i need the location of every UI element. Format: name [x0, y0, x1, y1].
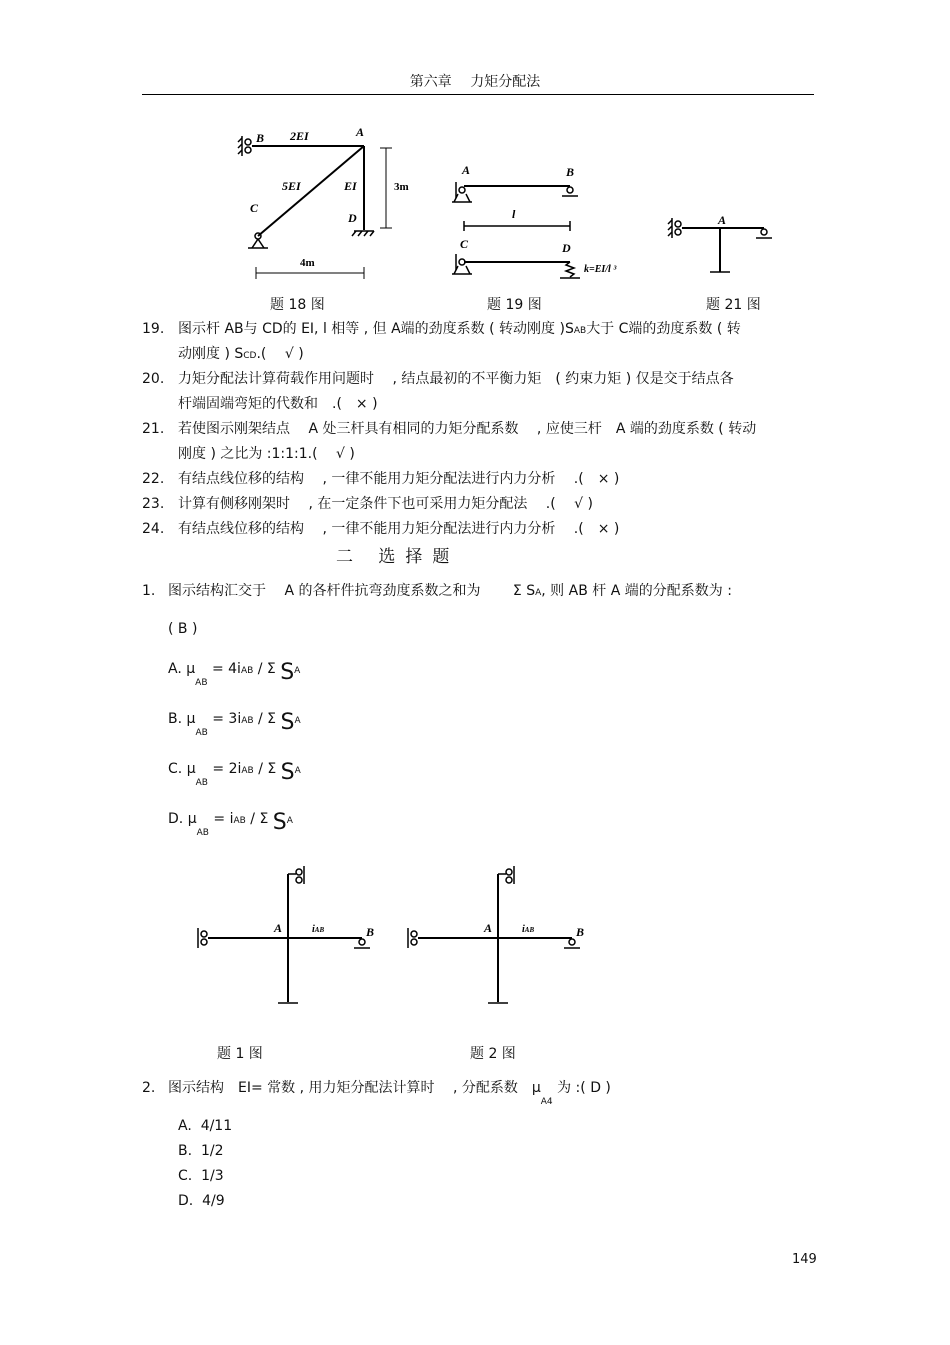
figure-21: [660, 210, 780, 278]
question-number: 20.: [142, 371, 165, 387]
page-number: 149: [792, 1252, 817, 1267]
svg-text:A: A: [356, 125, 365, 139]
question-22: 有结点线位移的结构 , 一律不能用力矩分配法进行内力分析 .( × ): [178, 471, 620, 487]
caption-choice-fig2: 题 2 图: [470, 1046, 516, 1062]
svg-text:D: D: [348, 211, 357, 225]
choice-1-option-d: D. $\mu_{AB}$ = iAB / Σ SA: [168, 810, 293, 838]
question-21-line2: 刚度 ) 之比为 :1:1:1.( √ ): [178, 446, 355, 462]
question-number: 19.: [142, 321, 165, 337]
choice-1-option-a: A. $\mu_{AB} = 4iAB / \Sigma$ SA: [168, 660, 301, 688]
svg-text:A: A: [274, 921, 283, 935]
caption-fig18: 题 18 图: [270, 297, 325, 313]
choice-1-option-b: B. $\mu_{AB} = 3iAB / \Sigma$ SA: [168, 710, 301, 738]
section-title: 二 选择题: [336, 547, 460, 567]
svg-text:C: C: [460, 237, 469, 251]
svg-text:A: A: [484, 921, 493, 935]
choice-2-option-c: C. 1/3: [178, 1168, 224, 1184]
svg-text:5EI: 5EI: [282, 179, 301, 193]
svg-text:3m: 3m: [394, 181, 409, 193]
question-number: 22.: [142, 471, 165, 487]
svg-text:A: A: [462, 163, 471, 177]
figure-19: [444, 158, 634, 280]
question-number: 24.: [142, 521, 165, 537]
svg-text:B: B: [566, 165, 575, 179]
svg-text:k=EI/l ³: k=EI/l ³: [584, 264, 617, 275]
choice-2-option-a: A. 4/11: [178, 1118, 233, 1134]
choice-1-option-c: C. $\mu_{AB} = 2iAB / \Sigma$ SA: [168, 760, 301, 788]
choice-1-number: 1.: [142, 583, 156, 599]
choice-2-number: 2.: [142, 1080, 156, 1096]
label-B: B: [256, 131, 265, 145]
header-rule: [142, 94, 814, 95]
caption-fig21: 题 21 图: [706, 297, 761, 313]
question-24: 有结点线位移的结构 , 一律不能用力矩分配法进行内力分析 .( × ): [178, 521, 620, 537]
question-23: 计算有侧移刚架时 , 在一定条件下也可采用力矩分配法 .( √ ): [178, 496, 593, 512]
svg-text:B: B: [576, 925, 585, 939]
svg-text:B: B: [366, 925, 375, 939]
svg-text:EI: EI: [344, 179, 357, 193]
svg-text:iAB: iAB: [312, 924, 325, 935]
choice-2-option-b: B. 1/2: [178, 1143, 224, 1159]
question-number: 21.: [142, 421, 165, 437]
choice-1-answer: ( B ): [168, 621, 198, 637]
figure-choice-2: [400, 862, 600, 1014]
question-number: 23.: [142, 496, 165, 512]
figure-18: [230, 118, 430, 283]
question-19-line2: 动刚度 ) SCD.( √ ): [178, 346, 304, 362]
svg-text:D: D: [562, 241, 571, 255]
caption-fig19: 题 19 图: [487, 297, 542, 313]
question-21-line1: 若使图示刚架结点 A 处三杆具有相同的力矩分配系数 , 应使三杆 A 端的劲度系数 ( 转动: [178, 421, 757, 437]
svg-text:4m: 4m: [300, 257, 315, 269]
question-20-line2: 杆端固端弯矩的代数和 .( × ): [178, 396, 378, 412]
svg-text:A: A: [718, 213, 727, 227]
svg-text:l: l: [512, 207, 516, 221]
choice-2-text: 图示结构 EI= 常数 , 用力矩分配法计算时 , 分配系数 $\mu_{A4}$ 为 :( D ): [168, 1080, 611, 1107]
caption-choice-fig1: 题 1 图: [217, 1046, 263, 1062]
question-19-line1: 图示杆 AB与 CD的 EI, l 相等 , 但 A端的劲度系数 ( 转动刚度 )SAB大于 C端的劲度系数 ( 转: [178, 321, 741, 337]
question-20-line1: 力矩分配法计算荷载作用问题时 , 结点最初的不平衡力矩 ( 约束力矩 ) 仅是交于结点各: [178, 371, 734, 387]
svg-text:C: C: [250, 201, 259, 215]
choice-2-option-d: D. 4/9: [178, 1193, 225, 1209]
svg-text:2EI: 2EI: [290, 129, 309, 143]
choice-1-text: 图示结构汇交于 A 的各杆件抗弯劲度系数之和为 Σ SA, 则 AB 杆 A 端的分配系数为 :: [168, 583, 732, 599]
page-header: 第六章 力矩分配法: [409, 74, 541, 90]
svg-text:iAB: iAB: [522, 924, 535, 935]
figure-choice-1: [190, 862, 390, 1014]
